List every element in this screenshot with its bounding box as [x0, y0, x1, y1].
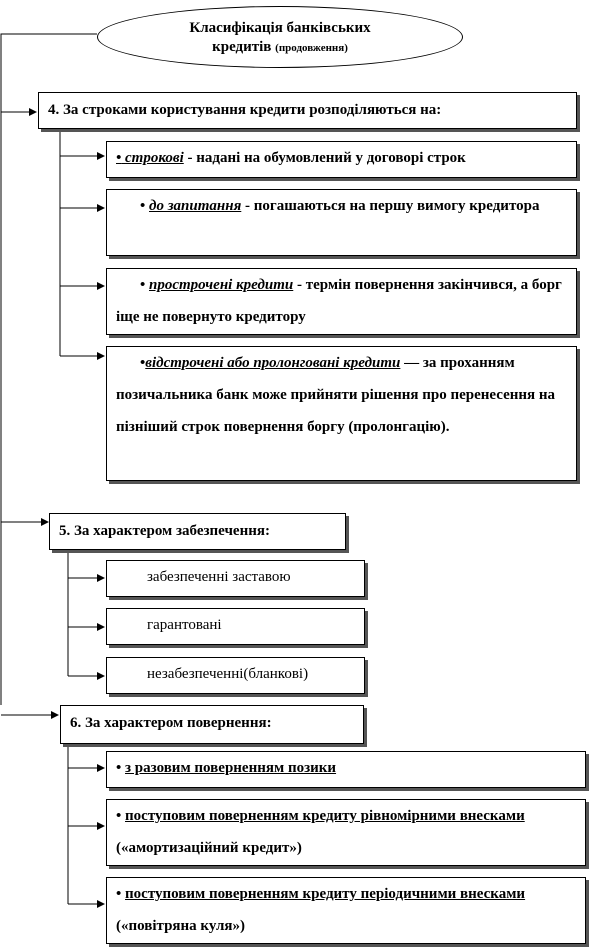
desc: — за проханням позичальника банк може прийняти рішення про перенесення на пізніший строк повернення боргу (пролонгацію).: [116, 355, 556, 435]
rest: («повітряна куля»): [116, 918, 246, 934]
section5-heading-text: 5. За характером забезпечення:: [59, 523, 270, 539]
diagram-title: [97, 6, 463, 68]
bullet: •: [140, 355, 146, 371]
s6-item-3-text: [116, 886, 525, 934]
title-line1: Класифікація банківських: [189, 20, 371, 36]
s4-item-2-text: [116, 198, 539, 214]
s5-item-3-text: незабезпеченні(бланкові): [147, 666, 309, 682]
term: до запитання: [149, 198, 242, 214]
desc: - погашаються на першу вимогу кредитора: [241, 198, 540, 214]
bullet: •: [140, 198, 146, 214]
s6-item-2: [106, 799, 586, 866]
title-main: кредитів: [212, 39, 272, 55]
s4-item-4: [106, 346, 577, 481]
bullet: •: [116, 760, 122, 776]
s6-item-2-text: [116, 808, 525, 856]
s5-item-2-text: гарантовані: [147, 617, 222, 633]
underlined: поступовим поверненням кредиту періодичними внесками: [125, 886, 526, 902]
section4-heading: [38, 92, 577, 129]
section6-heading-text: 6. За характером повернення:: [70, 715, 272, 731]
s4-item-3-text: [116, 277, 562, 325]
term: прострочені кредити: [149, 277, 294, 293]
s4-item-3: [106, 268, 577, 335]
section5-heading: [49, 513, 346, 550]
title-line2: [98, 37, 462, 58]
bullet: •: [116, 886, 122, 902]
bullet: •: [140, 277, 146, 293]
desc: - термін повернення закінчився, а борг іще не повернуто кредитору: [116, 277, 562, 325]
section4-heading-text: 4. За строками користування кредити розподіляються на:: [48, 102, 442, 118]
rest: («амортизаційний кредит»): [116, 840, 302, 856]
s5-item-2: [106, 608, 365, 645]
s4-item-1-desc: - надані на обумовлений у договорі строк: [183, 150, 466, 166]
s5-item-1-text: забезпеченні заставою: [147, 569, 291, 585]
underlined: поступовим поверненням кредиту рівномірними внесками: [125, 808, 525, 824]
underlined: з разовим поверненням позики: [125, 760, 337, 776]
term: строкові: [125, 150, 184, 166]
s4-item-4-text: [116, 355, 555, 435]
term: відстрочені або пролонговані кредити: [145, 355, 401, 371]
s5-item-1: [106, 560, 365, 597]
main-spine: [1, 34, 97, 705]
section6-heading: [60, 705, 364, 744]
s6-item-1-text: [116, 760, 336, 776]
s5-item-3: [106, 657, 365, 694]
s4-item-2: [106, 189, 577, 256]
title-small: (продовження): [275, 42, 348, 54]
bullet: •: [116, 808, 122, 824]
bullet: •: [116, 150, 122, 166]
s4-item-1-term: [116, 150, 184, 166]
s6-item-3: [106, 877, 586, 944]
s6-item-1: [106, 751, 586, 788]
s4-item-1: [106, 141, 577, 178]
